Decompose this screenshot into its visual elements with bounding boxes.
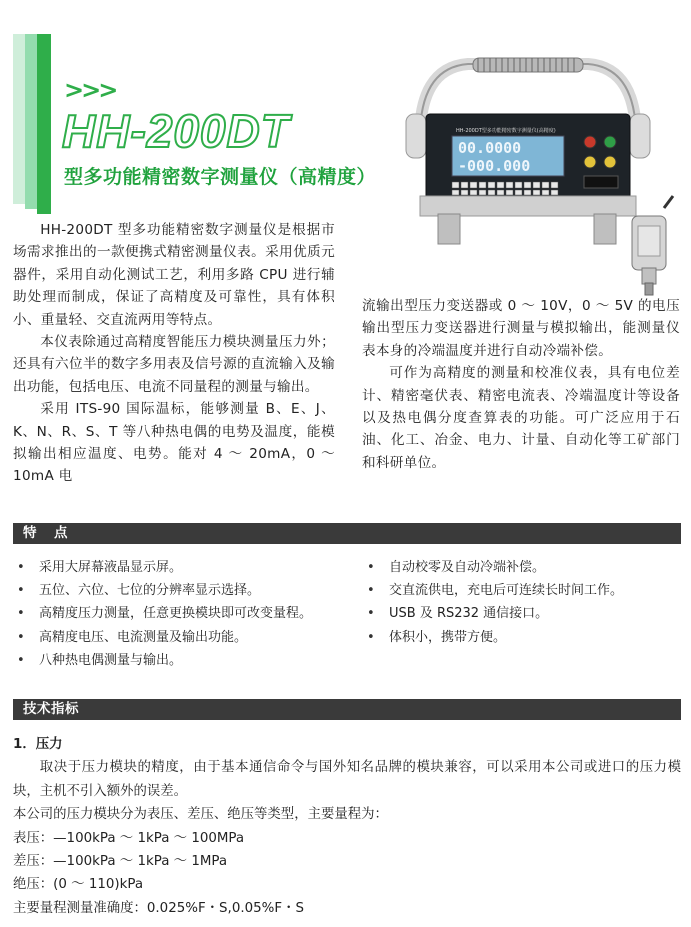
handle-grip (473, 58, 583, 72)
feature-item: • 采用大屏幕液晶显示屏。 (17, 556, 312, 579)
device-illustration (398, 56, 683, 306)
bullet-icon: • (17, 583, 25, 599)
terminal-red-icon (584, 136, 596, 148)
chevron-icon: >>> (64, 76, 116, 104)
decor-bar-2 (25, 34, 37, 209)
decor-bar-3 (37, 34, 51, 214)
intro-paragraph-4: 流输出型压力变送器或 0 ～ 10V，0 ～ 5V 的电压输出型压力变送器进行测量与模拟输出，能测量仪表本身的冷端温度并进行自动冷端补偿。 (362, 298, 680, 359)
screen-line-2: -000.000 (458, 157, 531, 175)
feature-item: • 五位、六位、七位的分辨率显示选择。 (17, 579, 312, 602)
terminal-yellow-icon (584, 156, 596, 168)
screen-line-1: 00.0000 (458, 139, 522, 157)
spec-paragraph-2: 本公司的压力模块分为表压、差压、绝压等类型，主要量程为： (13, 807, 388, 823)
pressure-module-icon (632, 196, 673, 295)
feature-item: • 交直流供电，充电后可连续长时间工作。 (367, 579, 623, 602)
feature-item: • 八种热电偶测量与输出。 (17, 649, 312, 672)
spec-accuracy: 主要量程测量准确度：0.025%F・S,0.05%F・S (13, 900, 304, 916)
intro-column-right (362, 295, 680, 474)
specs-section-header (13, 699, 681, 720)
feature-item: • 高精度电压、电流测量及输出功能。 (17, 626, 312, 649)
intro-paragraph-1: HH-200DT 型多功能精密数字测量仪是根据市场需求推出的一款便携式精密测量仪表。采用优质元器件，采用自动化测试工艺，利用多路 CPU 进行辅助处理而制成，保证了高精度及可靠性，具有体积小、重量轻、交直流两用等特点。 (13, 222, 335, 328)
feature-item: • 高精度压力测量，任意更换模块即可改变量程。 (17, 602, 312, 625)
bullet-icon: • (17, 606, 25, 622)
feature-item: • 自动校零及自动冷端补偿。 (367, 556, 623, 579)
product-subtitle: 型多功能精密数字测量仪（高精度） (64, 166, 377, 188)
bullet-icon: • (367, 629, 375, 645)
features-list-left (17, 556, 312, 672)
features-title: 特 点 (23, 525, 70, 541)
intro-paragraph-3: 采用 ITS-90 国际温标，能够测量 B、E、J、K、N、R、S、T 等八种热电偶的电势及温度，能模拟输出相应温度、电势。能对 4 ～ 20mA，0 ～ 10mA 电 (13, 401, 335, 485)
features-section-header (13, 523, 681, 544)
decor-bar-1 (13, 34, 25, 204)
bullet-icon: • (17, 629, 25, 645)
bullet-icon: • (367, 560, 375, 575)
device-top-label: HH-200DT型多功能精密数字测量仪(高精度) (456, 128, 556, 134)
intro-column-left (13, 219, 335, 488)
power-switch (584, 176, 618, 188)
feature-item: • 体积小，携带方便。 (367, 626, 623, 649)
feature-item: • USB 及 RS232 通信接口。 (367, 602, 623, 625)
spec-absolute-range: 绝压：(0 ～ 110)kPa (13, 877, 144, 893)
spec-gauge-range: 表压：—100kPa ～ 1kPa ～ 100MPa (13, 830, 245, 846)
bullet-icon: • (17, 560, 25, 575)
intro-paragraph-2: 本仪表除通过高精度智能压力模块测量压力外；还具有六位半的数字多用表及信号源的直流输入及输出功能，包括电压、电流不同量程的测量与输出。 (13, 334, 335, 395)
spec-differential-range: 差压：—100kPa ～ 1kPa ～ 1MPa (13, 854, 228, 870)
specs-title: 技术指标 (23, 701, 79, 717)
spec-heading-pressure: 1．压力 (13, 737, 63, 752)
specs-body (13, 733, 681, 920)
bullet-icon: • (367, 606, 375, 622)
features-list-right (367, 556, 623, 649)
product-model-title: HH-200DT (62, 105, 290, 157)
bullet-icon: • (367, 583, 375, 599)
terminal-green-icon (604, 136, 616, 148)
bullet-icon: • (17, 652, 25, 668)
spec-paragraph-1: 取决于压力模块的精度，由于基本通信命令与国外知名品牌的模块兼容，可以采用本公司或进口的压力模块，主机不引入额外的误差。 (13, 760, 681, 799)
intro-paragraph-5: 可作为高精度的测量和校准仪表，具有电位差计、精密毫伏表、精密电流表、冷端温度计等设备以及热电偶分度查算表的功能。可广泛应用于石油、化工、冶金、电力、计量、自动化等工矿部门和科研单位。 (362, 365, 680, 471)
